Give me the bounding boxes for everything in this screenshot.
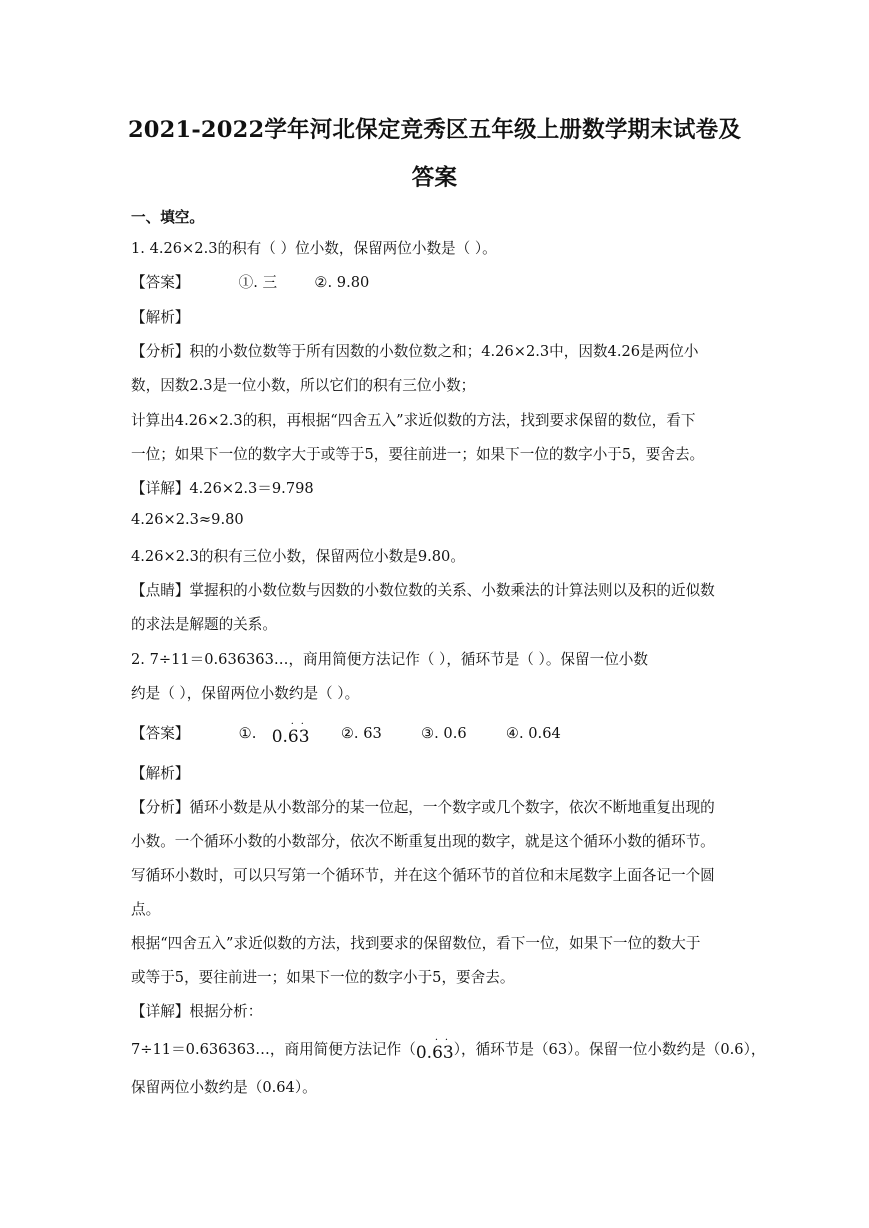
q2-analysis-line: 小数。一个循环小数的小数部分，依次不断重复出现的数字，就是这个循环小数的循环节。 <box>131 833 715 850</box>
q2-analysis-line: 或等于5，要往前进一；如果下一位的数字小于5，要舍去。 <box>131 969 515 986</box>
recurring-decimal <box>415 1035 454 1063</box>
document-title-line-2: 答案 <box>411 165 458 191</box>
q2-answer-3: ③. 0.6 <box>421 725 467 742</box>
q2-answer-4: ④. 0.64 <box>505 725 561 742</box>
q2-analysis-line: 写循环小数时，可以只写第一个循环节，并在这个循环节的首位和末尾数字上面各记一个圆 <box>131 867 715 884</box>
q2-detail-label: 【详解】根据分析： <box>131 1003 263 1020</box>
q2-answer-1-prefix: ①. <box>238 725 257 742</box>
q2-analysis-line: 点。 <box>131 901 161 918</box>
q2-analysis-line: 【分析】循环小数是从小数部分的某一位起，一个数字或几个数字，依次不断地重复出现的 <box>131 799 715 816</box>
q1-question: 1. 4.26×2.3的积有（ ）位小数，保留两位小数是（ ）。 <box>131 240 497 257</box>
recurring-value: 0.63 <box>415 1043 454 1063</box>
q1-analysis-line: 一位；如果下一位的数字大于或等于5，要往前进一；如果下一位的数字小于5，要舍去。 <box>131 446 705 463</box>
q2-answer-label: 【答案】 <box>131 725 190 742</box>
q1-analysis-line: 【分析】积的小数位数等于所有因数的小数位数之和；4.26×2.3中，因数4.26是两位小 <box>131 343 699 360</box>
section-heading: 一、填空。 <box>131 209 204 226</box>
q2-question-line: 2. 7÷11＝0.636363…，商用简便方法记作（ ），循环节是（ ）。保留一位小数 <box>131 651 648 668</box>
recurring-dot-icon: · <box>444 1035 449 1046</box>
q2-detail-prefix: 7÷11＝0.636363…，商用简便方法记作（ <box>131 1041 416 1058</box>
q1-analysis-label: 【解析】 <box>131 309 190 326</box>
recurring-dot-icon: · <box>300 719 304 730</box>
q2-analysis-line: 根据“四舍五入”求近似数的方法，找到要求的保留数位，看下一位，如果下一位的数大于 <box>131 935 701 952</box>
q1-point-line: 的求法是解题的关系。 <box>131 616 277 633</box>
q1-answer-2: ②. 9.80 <box>314 274 370 291</box>
q2-detail-line <box>131 1035 766 1063</box>
recurring-value: 0.63 <box>271 727 310 747</box>
q1-detail-line: 4.26×2.3的积有三位小数，保留两位小数是9.80。 <box>131 548 465 565</box>
q2-question-line: 约是（ ），保留两位小数约是（ ）。 <box>131 685 360 702</box>
q2-detail-last: 保留两位小数约是（0.64）。 <box>131 1079 317 1096</box>
q1-analysis-line: 数，因数2.3是一位小数，所以它们的积有三位小数； <box>131 377 476 394</box>
q1-answer-row <box>131 271 369 292</box>
q1-detail-line: 【详解】4.26×2.3＝9.798 <box>131 480 314 497</box>
recurring-dot-icon: · <box>290 719 294 730</box>
recurring-dot-icon: · <box>434 1035 439 1046</box>
q1-detail-line: 4.26×2.3≈9.80 <box>131 511 244 528</box>
q1-answer-label: 【答案】 <box>131 274 190 291</box>
q1-answer-1: ①. 三 <box>238 274 278 291</box>
recurring-decimal <box>271 719 310 747</box>
document-title-line-1: 2021-2022学年河北保定竞秀区五年级上册数学期末试卷及 <box>127 117 742 143</box>
q2-detail-suffix: ），循环节是（63）。保留一位小数约是（0.6）， <box>453 1041 766 1058</box>
q1-analysis-line: 计算出4.26×2.3的积，再根据“四舍五入”求近似数的方法，找到要求保留的数位，看下 <box>131 412 696 429</box>
q2-answer-2: ②. 63 <box>340 725 382 742</box>
q1-point-line: 【点睛】掌握积的小数位数与因数的小数位数的关系、小数乘法的计算法则以及积的近似数 <box>131 582 715 599</box>
q2-answer-row <box>131 719 561 747</box>
q2-analysis-label: 【解析】 <box>131 765 190 782</box>
